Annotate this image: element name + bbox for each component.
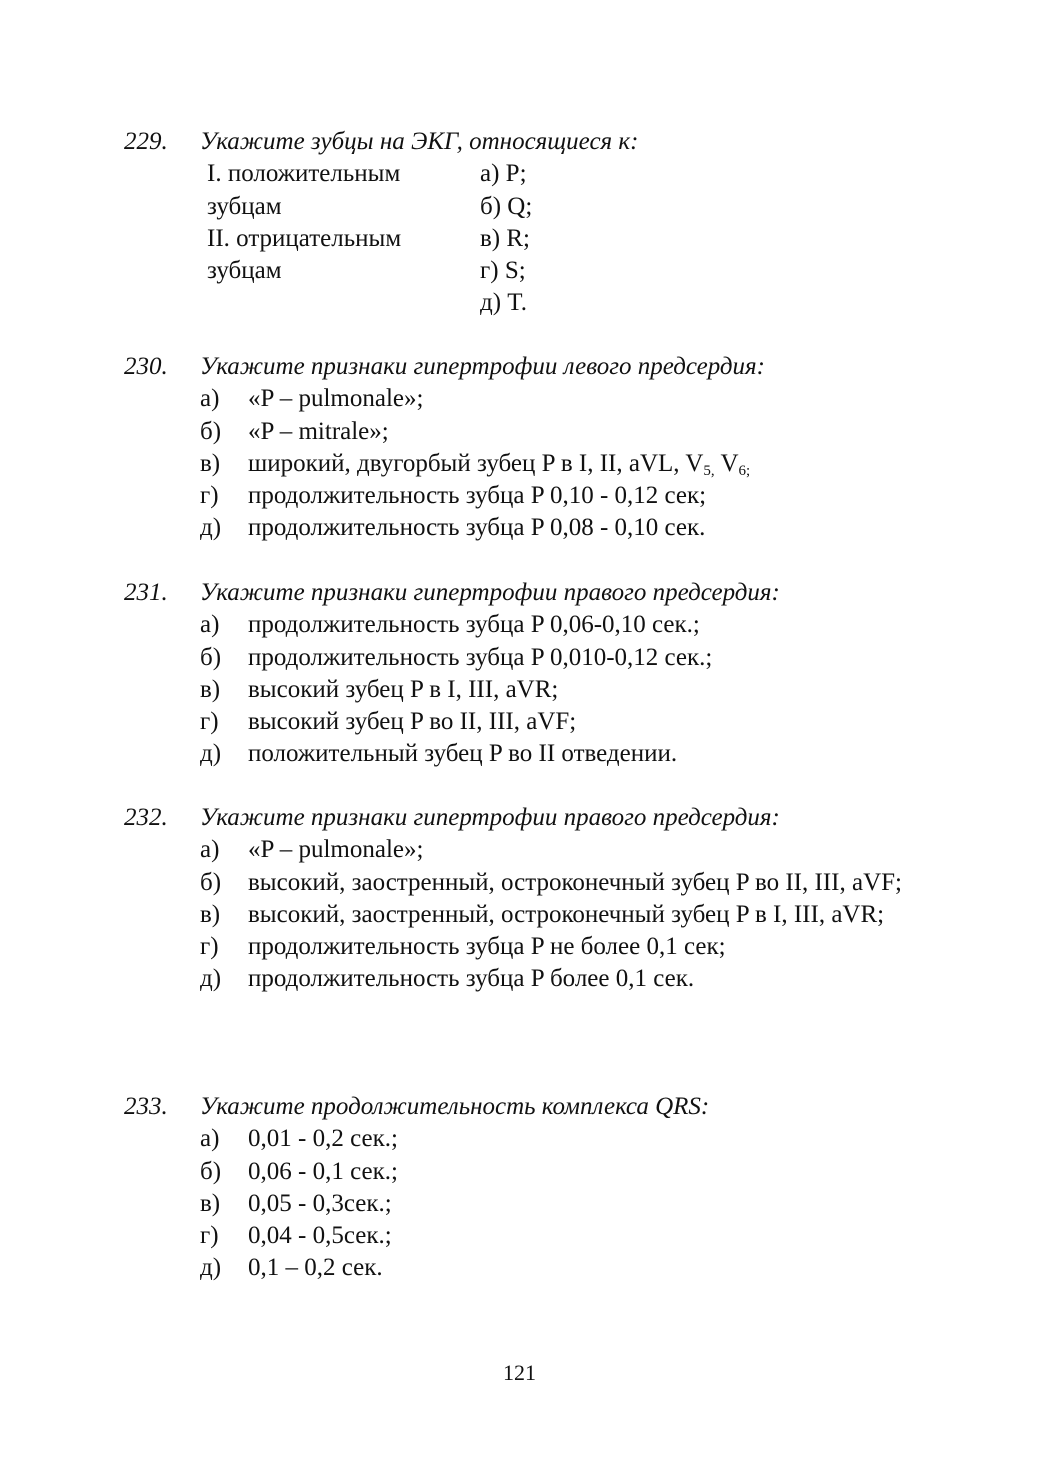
page-number: 121: [503, 1360, 536, 1385]
answer-option: [124, 1188, 916, 1220]
option-text: высокий зубец P во II, III, aVF;: [248, 708, 577, 736]
option-letter: б): [200, 417, 222, 445]
option-text: 0,06 - 0,1 сек.;: [248, 1157, 398, 1185]
option-letter: г): [200, 482, 219, 510]
option-letter: в): [200, 449, 221, 477]
answer-option: [124, 642, 916, 674]
option-letter: б): [200, 643, 222, 671]
answer-option: [124, 1156, 916, 1188]
answer-option: [124, 512, 916, 544]
option-text: 0,05 - 0,3сек.;: [248, 1189, 392, 1217]
option-text: 0,1 – 0,2 сек.: [248, 1254, 383, 1282]
option-letter: а): [200, 611, 220, 639]
answer-option: [124, 416, 916, 448]
option-text: 0,04 - 0,5сек.;: [248, 1222, 392, 1250]
option-letter: б): [200, 1157, 222, 1185]
option-letter: а): [200, 1125, 220, 1153]
option-line: г) S;: [480, 257, 526, 285]
question-header: [124, 577, 924, 609]
option-letter: в): [200, 675, 221, 703]
answer-option: [124, 480, 916, 512]
question-header: [124, 802, 924, 834]
question-number: 232.: [124, 804, 168, 831]
answer-option: [124, 609, 916, 641]
matching-options: [480, 158, 532, 319]
option-text: продолжительность зубца P 0,010-0,12 сек.;: [248, 643, 713, 671]
question-231: [124, 577, 924, 771]
answer-option: [124, 963, 916, 995]
option-text-with-subscripts: [248, 448, 916, 480]
question-prompt: Укажите продолжительность комплекса QRS:: [200, 1093, 710, 1120]
subscript: 5,: [703, 462, 715, 479]
option-letter: б): [200, 868, 222, 896]
option-letter: д): [200, 965, 222, 993]
category-line: зубцам: [207, 192, 282, 220]
answer-option: [124, 1220, 916, 1252]
option-text: продолжительность зубца P более 0,1 сек.: [248, 965, 695, 993]
question-232: [124, 802, 924, 996]
answer-option: [124, 899, 916, 931]
option-letter: а): [200, 385, 220, 413]
option-letter: г): [200, 708, 219, 736]
answer-option: [124, 674, 916, 706]
option-letter: д): [200, 1254, 222, 1282]
option-text: «P – pulmonale»;: [248, 836, 424, 864]
question-prompt: Укажите признаки гипертрофии правого предсердия:: [200, 804, 780, 831]
option-text: продолжительность зубца P не более 0,1 сек;: [248, 933, 726, 961]
answer-option: [124, 1123, 916, 1155]
answer-option: [124, 738, 916, 770]
option-text: продолжительность зубца P 0,08 - 0,10 сек.: [248, 514, 706, 542]
question-number: 229.: [124, 128, 168, 155]
question-prompt: Укажите признаки гипертрофии правого предсердия:: [200, 579, 780, 606]
answer-option: [124, 706, 916, 738]
option-text: широкий, двугорбый зубец P в I, II, aVL, V: [248, 449, 704, 477]
option-line: д) T.: [480, 289, 527, 317]
option-letter: а): [200, 836, 220, 864]
category-line: I. положительным: [207, 160, 401, 188]
question-prompt: Укажите зубцы на ЭКГ, относящиеся к:: [200, 128, 639, 155]
option-text: высокий, заостренный, остроконечный зубец P во II, III, aVF;: [248, 868, 902, 896]
option-line: в) R;: [480, 224, 530, 252]
question-233: [124, 1091, 924, 1285]
question-header: [124, 126, 924, 158]
option-letter: в): [200, 1189, 221, 1217]
option-text: высокий зубец P в I, III, aVR;: [248, 675, 559, 703]
option-text: продолжительность зубца P 0,06-0,10 сек.;: [248, 611, 700, 639]
category-line: II. отрицательным: [207, 224, 402, 252]
option-letter: в): [200, 900, 221, 928]
option-line: б) Q;: [480, 192, 533, 220]
option-text: «P – mitrale»;: [248, 417, 389, 445]
question-230: [124, 351, 924, 545]
question-header: [124, 351, 924, 383]
option-text: высокий, заостренный, остроконечный зубец P в I, III, aVR;: [248, 900, 885, 928]
question-229: [124, 126, 924, 320]
option-text: положительный зубец P во II отведении.: [248, 740, 678, 768]
answer-option: [124, 931, 916, 963]
option-letter: г): [200, 1222, 219, 1250]
option-letter: д): [200, 514, 222, 542]
option-text: V: [714, 449, 739, 477]
option-letter: г): [200, 933, 219, 961]
question-number: 231.: [124, 579, 168, 606]
answer-option: [124, 1252, 916, 1284]
answer-option: [124, 867, 916, 899]
question-prompt: Укажите признаки гипертрофии левого предсердия:: [200, 353, 765, 380]
answer-option: [124, 448, 916, 480]
question-number: 233.: [124, 1093, 168, 1120]
matching-block: [124, 158, 924, 320]
option-letter: д): [200, 740, 222, 768]
question-number: 230.: [124, 353, 168, 380]
answer-option: [124, 383, 916, 415]
option-line: а) P;: [480, 160, 527, 188]
answer-option: [124, 834, 916, 866]
category-line: зубцам: [207, 257, 282, 285]
option-text: «P – pulmonale»;: [248, 385, 424, 413]
option-text: 0,01 - 0,2 сек.;: [248, 1125, 398, 1153]
matching-categories: [207, 158, 401, 287]
option-text: продолжительность зубца P 0,10 - 0,12 сек;: [248, 482, 707, 510]
question-header: [124, 1091, 924, 1123]
subscript: 6;: [738, 462, 751, 479]
